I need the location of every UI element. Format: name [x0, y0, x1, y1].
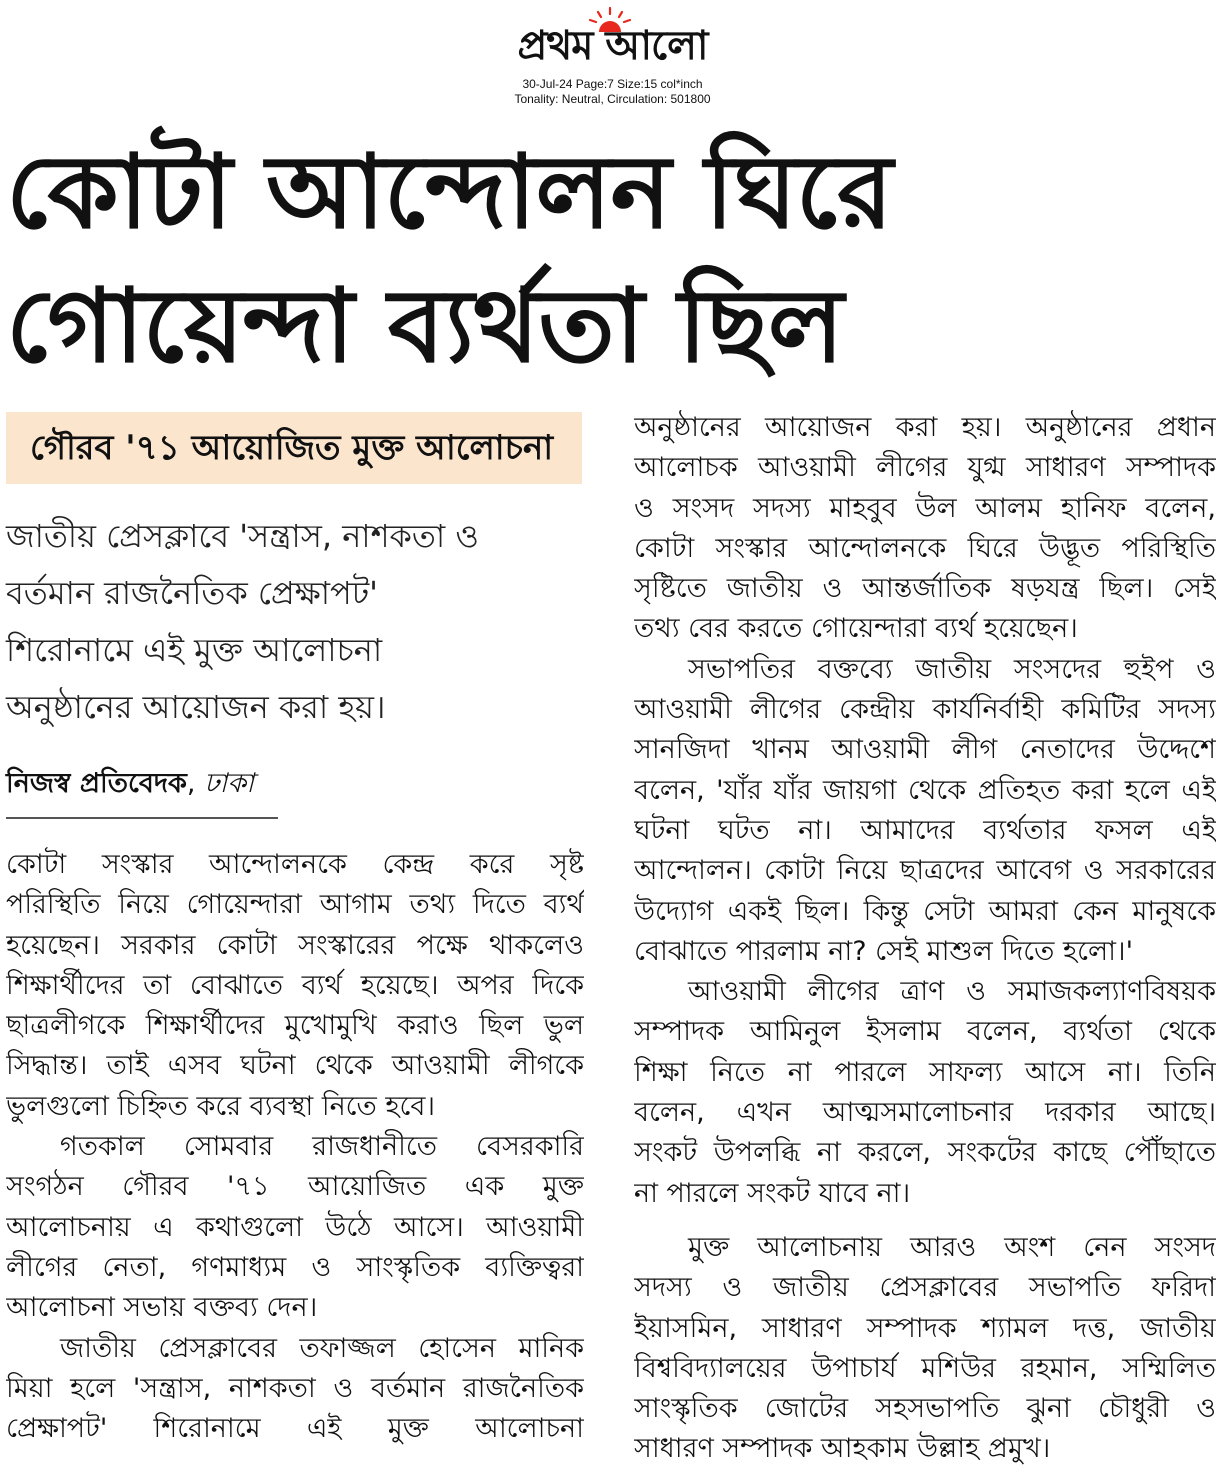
body-line: বিশ্ববিদ্যালয়ের উপাচার্য মশিউর রহমান, সম্মিলিত	[634, 1352, 1216, 1384]
body-line: তথ্য বের করতে গোয়েন্দারা ব্যর্থ হয়েছেন।	[634, 613, 1078, 645]
kicker-text: গৌরব '৭১ আয়োজিত মুক্ত আলোচনা	[30, 428, 554, 468]
body-line: মুক্ত আলোচনায় আরও অংশ নেন সংসদ	[688, 1231, 1216, 1263]
body-line: আওয়ামী লীগের কেন্দ্রীয় কার্যনির্বাহী কমিটির সদস্য	[634, 694, 1216, 726]
body-line: বোঝাতে পারলাম না? সেই মাশুল দিতে হলো।'	[634, 935, 1133, 967]
logo-wordmark: প্রথম আলো	[517, 22, 708, 69]
body-line: সংগঠন গৌরব '৭১ আয়োজিত এক মুক্ত	[6, 1171, 584, 1203]
body-line: সাধারণ সম্পাদক আহকাম উল্লাহ প্রমুখ।	[634, 1433, 1051, 1465]
intro-summary	[6, 508, 606, 736]
headline	[6, 126, 1006, 394]
body-line: হয়েছেন। সরকার কোটা সংস্কারের পক্ষে থাকলেও	[6, 929, 584, 961]
body-line: ভুলগুলো চিহ্নিত করে ব্যবস্থা নিতে হবে।	[6, 1090, 436, 1122]
body-line: ছাত্রলীগকে শিক্ষার্থীদের মুখোমুখি করাও ছিল ভুল	[6, 1010, 584, 1042]
body-line: প্রেক্ষাপট' শিরোনামে এই মুক্ত আলোচনা	[6, 1413, 584, 1445]
body-line: বলেন, 'যাঁর যাঁর জায়গা থেকে প্রতিহত করা হলে এই	[634, 774, 1216, 806]
body-line: ঘটনা ঘটত না। আমাদের ব্যর্থতার ফসল এই	[634, 814, 1216, 846]
intro-line: শিরোনামে এই মুক্ত আলোচনা	[6, 631, 383, 669]
byline-divider	[6, 817, 278, 819]
body-line: সদস্য ও জাতীয় প্রেসক্লাবের সভাপতি ফরিদা	[634, 1272, 1216, 1304]
body-line: ইয়াসমিন, সাধারণ সম্পাদক শ্যামল দত্ত, জাতীয়	[634, 1312, 1216, 1344]
body-line: সংকট উপলব্ধি না করলে, সংকটের কাছে পৌঁছাতে	[634, 1137, 1216, 1169]
body-line: আন্দোলন। কোটা নিয়ে ছাত্রদের আবেগ ও সরকারের	[634, 855, 1216, 887]
body-line: লীগের নেতা, গণমাধ্যম ও সাংস্কৃতিক ব্যক্তিত্বরা	[6, 1251, 584, 1283]
body-line: সাংস্কৃতিক জোটের সহসভাপতি ঝুনা চৌধুরী ও	[634, 1393, 1216, 1425]
paragraph-gap	[634, 1214, 1216, 1228]
body-line: কোটা সংস্কার আন্দোলনকে কেন্দ্র করে সৃষ্ট	[6, 849, 584, 880]
body-line: শিক্ষা নিতে না পারলে সাফল্য আসে না। তিনি	[634, 1056, 1216, 1088]
body-line: আলোচক আওয়ামী লীগের যুগ্ম সাধারণ সম্পাদক	[634, 452, 1216, 484]
body-line: সম্পাদক আমিনুল ইসলাম বলেন, ব্যর্থতা থেকে	[634, 1016, 1216, 1048]
body-line: সিদ্ধান্ত। তাই এসব ঘটনা থেকে আওয়ামী লীগকে	[6, 1050, 584, 1082]
body-line: কোটা সংস্কার আন্দোলনকে ঘিরে উদ্ভূত পরিস্থিতি	[634, 532, 1216, 564]
headline-line: কোটা আন্দোলন ঘিরে	[6, 133, 893, 252]
body-line: না পারলে সংকট যাবে না।	[634, 1177, 911, 1209]
body-line: আলোচনা সভায় বক্তব্য দেন।	[6, 1292, 318, 1324]
body-line: আলোচনায় এ কথাগুলো উঠে আসে। আওয়ামী	[6, 1211, 584, 1243]
article-column-right	[634, 408, 1216, 1470]
body-line: অনুষ্ঠানের আয়োজন করা হয়। অনুষ্ঠানের প্রধান	[634, 412, 1216, 443]
body-line: জাতীয় প্রেসক্লাবের তফাজ্জল হোসেন মানিক	[60, 1332, 584, 1364]
intro-line: বর্তমান রাজনৈতিক প্রেক্ষাপট'	[6, 574, 378, 612]
byline-place: ঢাকা	[204, 768, 254, 799]
body-line: উদ্যোগ একই ছিল। কিন্তু সেটা আমরা কেন মানুষকে	[634, 895, 1216, 927]
body-line: বলেন, এখন আত্মসমালোচনার দরকার আছে।	[634, 1097, 1216, 1129]
body-line: গতকাল সোমবার রাজধানীতে বেসরকারি	[60, 1131, 584, 1163]
body-line: ও সংসদ সদস্য মাহবুব উল আলম হানিফ বলেন,	[634, 492, 1216, 524]
body-line: সৃষ্টিতে জাতীয় ও আন্তর্জাতিক ষড়যন্ত্র ছিল। সেই	[634, 573, 1216, 605]
clipping-meta-date: 30-Jul-24 Page:7 Size:15 col*inch	[522, 77, 703, 91]
intro-line: অনুষ্ঠানের আয়োজন করা হয়।	[6, 688, 386, 726]
byline-separator: ,	[186, 768, 205, 799]
body-line: শিক্ষার্থীদের তা বোঝাতে ব্যর্থ হয়েছে। অপর দিকে	[6, 969, 584, 1001]
body-line: মিয়া হলে 'সন্ত্রাস, নাশকতা ও বর্তমান রাজনৈতিক	[6, 1372, 584, 1404]
masthead	[0, 0, 1222, 110]
headline-line: গোয়েন্দা ব্যর্থতা ছিল	[6, 267, 843, 386]
byline	[6, 764, 566, 804]
article-column-left	[6, 845, 584, 1449]
intro-line: জাতীয় প্রেসক্লাবে 'সন্ত্রাস, নাশকতা ও	[6, 517, 479, 555]
byline-name: নিজস্ব প্রতিবেদক	[6, 768, 187, 799]
body-line: আওয়ামী লীগের ত্রাণ ও সমাজকল্যাণবিষয়ক	[688, 976, 1216, 1008]
newspaper-logo	[475, 6, 750, 74]
body-line: সানজিদা খানম আওয়ামী লীগ নেতাদের উদ্দেশে	[634, 734, 1216, 766]
body-line: পরিস্থিতি নিয়ে গোয়েন্দারা আগাম তথ্য দিতে ব্যর্থ	[6, 889, 584, 921]
body-line: সভাপতির বক্তব্যে জাতীয় সংসদের হুইপ ও	[688, 653, 1216, 685]
clipping-meta-tonality: Tonality: Neutral, Circulation: 501800	[514, 92, 711, 106]
kicker-box	[6, 412, 582, 484]
